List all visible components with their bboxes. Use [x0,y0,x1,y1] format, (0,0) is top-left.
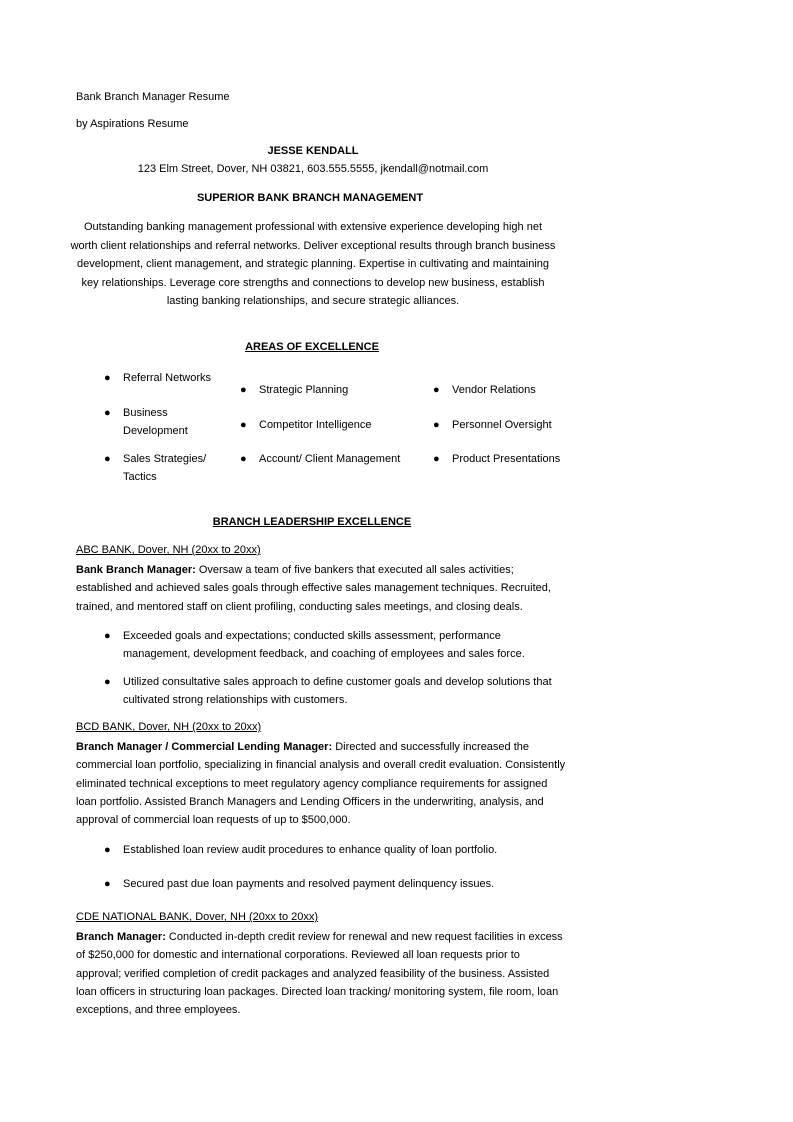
job-desc-text: Directed and successfully increased the commercial loan portfolio, specializing in financial analysis and overall credit evaluation. Consistently eliminated technical exceptions to meet regulatory agency compliance requirements for assigned loan portfolio. Assisted Branch Managers and Lending Officers in the underwriting, analysis, and approval of commercial loan requests of up to $500,000. [76,741,566,827]
summary-paragraph: Outstanding banking management professional with extensive experience developing high net worth client relationships and referral networks. Deliver exceptional results through branch business development, client management, and strategic planning. Expertise in cultivating and maintaining key relationships. Leverage core strengths and connections to develop new business, establish lasting banking relationships, and secure strategic alliances. [70,221,556,307]
document-title: Bank Branch Manager Resume [76,91,230,103]
area-label: Business Development [123,407,188,437]
bullet-icon: ● [240,453,247,465]
bullet-icon: ● [104,630,111,642]
bullet-icon: ● [104,878,111,890]
job-role: Branch Manager / Commercial Lending Manager: [76,741,333,753]
employer-line: CDE NATIONAL BANK, Dover, NH (20xx to 20xx) [76,911,319,923]
bullet-text: Exceeded goals and expectations; conducted skills assessment, performance management, development feedback, and coaching of employees and sales force. [123,630,525,661]
bullet-text: Established loan review audit procedures to enhance quality of loan portfolio. [123,844,498,856]
area-label: Strategic Planning [259,384,349,396]
job-desc-text: Oversaw a team of five bankers that executed all sales activities; established and achieved sales goals through effective sales management techniques. Recruited, trained, and mentored staff on client profiling, conducting sales meetings, and closing deals. [76,564,551,613]
byline: by Aspirations Resume [76,118,189,130]
experience-heading: BRANCH LEADERSHIP EXCELLENCE [212,516,412,528]
bullet-icon: ● [104,372,111,384]
job-description [76,738,566,829]
contact-line: 123 Elm Street, Dover, NH 03821, 603.555.5555, jkendall@notmail.com [137,163,489,175]
bullet-icon: ● [104,844,111,856]
employer-line: BCD BANK, Dover, NH (20xx to 20xx) [76,721,262,733]
area-label: Product Presentations [452,453,561,465]
job-desc-text: Conducted in-depth credit review for renewal and new request facilities in excess of $250,000 for domestic and international corporations. Reviewed all loan requests prior to approval; verified completion of credit packages and analyzed feasibility of the business. Assisted loan officers in structuring loan packages. Directed loan tracking/ monitoring system, file room, loan exceptions, and three employees. [76,931,563,1017]
job-role: Bank Branch Manager: [76,564,196,576]
bullet-icon: ● [433,419,440,431]
area-label: Sales Strategies/ Tactics [123,453,207,483]
headline: SUPERIOR BANK BRANCH MANAGEMENT [196,192,424,204]
areas-heading: AREAS OF EXCELLENCE [245,341,379,353]
bullet-text: Utilized consultative sales approach to define customer goals and develop solutions that cultivated strong relationships with customers. [123,676,552,707]
bullet-icon: ● [104,676,111,688]
area-label: Competitor Intelligence [259,419,372,431]
bullet-icon: ● [240,384,247,396]
area-label: Account/ Client Management [259,453,401,465]
bullet-icon: ● [433,384,440,396]
bullet-text: Secured past due loan payments and resolved payment delinquency issues. [123,878,495,890]
employer-line: ABC BANK, Dover, NH (20xx to 20xx) [76,544,261,556]
job-role: Branch Manager: [76,931,166,943]
area-label: Vendor Relations [452,384,536,396]
bullet-icon: ● [104,453,111,465]
bullet-icon: ● [240,419,247,431]
area-label: Referral Networks [123,372,212,384]
area-label: Personnel Oversight [452,419,552,431]
candidate-name: JESSE KENDALL [267,145,359,157]
job-description [76,561,566,616]
bullet-icon: ● [433,453,440,465]
job-description [76,928,566,1019]
bullet-icon: ● [104,407,111,419]
